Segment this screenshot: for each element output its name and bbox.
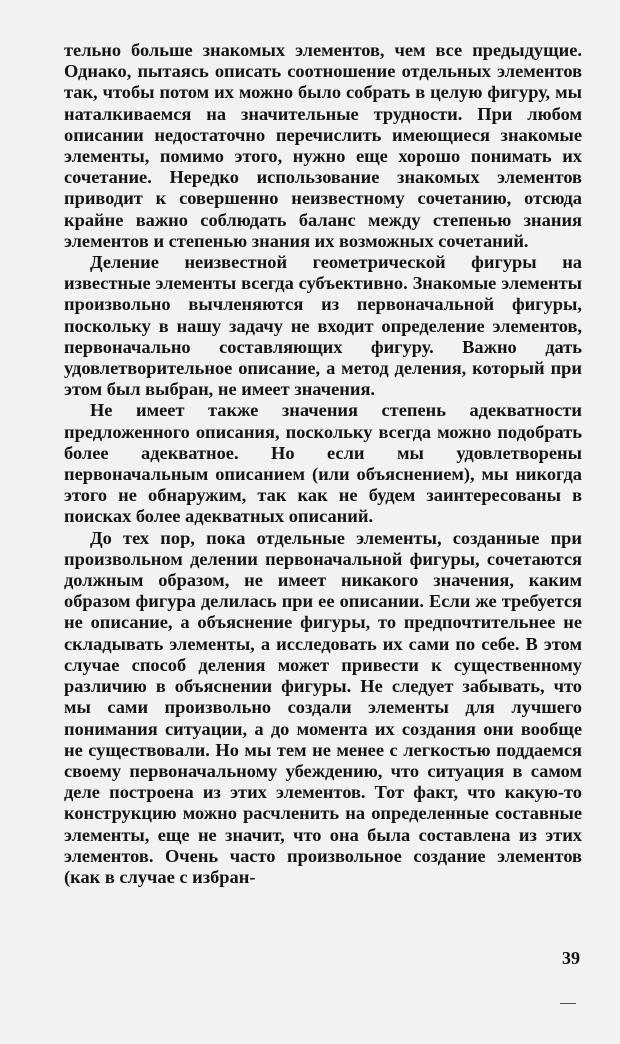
page-body <box>64 40 582 888</box>
paragraph-1: тельно больше знакомых элементов, чем все предыдущие. Однако, пытаясь описать соотношение отдельных элементов так, чтобы потом их можно было собрать в целую фигуру, мы наталкиваемся на значительные трудности. При любом описании недостаточно перечислить имеющиеся знакомые элементы, помимо этого, нужно еще хорошо понимать их сочетание. Нередко использование знакомых элементов приводит к совершенно неизвестному сочетанию, отсюда крайне важно соблюдать баланс между степенью знания элементов и степенью знания их возможных сочетаний. <box>64 40 582 251</box>
paragraph-2: Деление неизвестной геометрической фигуры на известные элементы всегда субъективно. Знакомые элементы произвольно вычленяются из первоначальной фигуры, поскольку в нашу задачу не входит определение элементов, первоначально составляющих фигуру. Важно дать удовлетворительное описание, а метод деления, который при этом был выбран, не имеет значения. <box>64 252 582 400</box>
page-number: 39 <box>562 948 580 968</box>
paragraph-3: Не имеет также значения степень адекватности предложенного описания, поскольку всегда можно подобрать более адекватное. Но если мы удовлетворены первоначальным описанием (или объяснением), мы никогда этого не обнаружим, так как не будем заинтересованы в поисках более адекватных описаний. <box>64 400 582 527</box>
print-mark <box>560 1003 576 1004</box>
paragraph-4: До тех пор, пока отдельные элементы, созданные при произвольном делении первоначальной фигуры, сочетаются должным образом, не имеет никакого значения, каким образом фигура делилась при ее описании. Если же требуется не описание, а объяснение фигуры, то предпочтительнее не складывать элементы, а исследовать их сами по себе. В этом случае способ деления может привести к существенному различию в объяснении фигуры. Не следует забывать, что мы сами произвольно создали элементы для лучшего понимания ситуации, а до момента их создания они вообще не существовали. Но мы тем не менее с легкостью поддаемся своему первоначальному убеждению, что ситуация в самом деле построена из этих элементов. Тот факт, что какую-то конструкцию можно расчленить на определенные составные элементы, еще не значит, что она была составлена из этих элементов. Очень часто произвольное создание элементов (как в случае с избран- <box>64 527 582 887</box>
